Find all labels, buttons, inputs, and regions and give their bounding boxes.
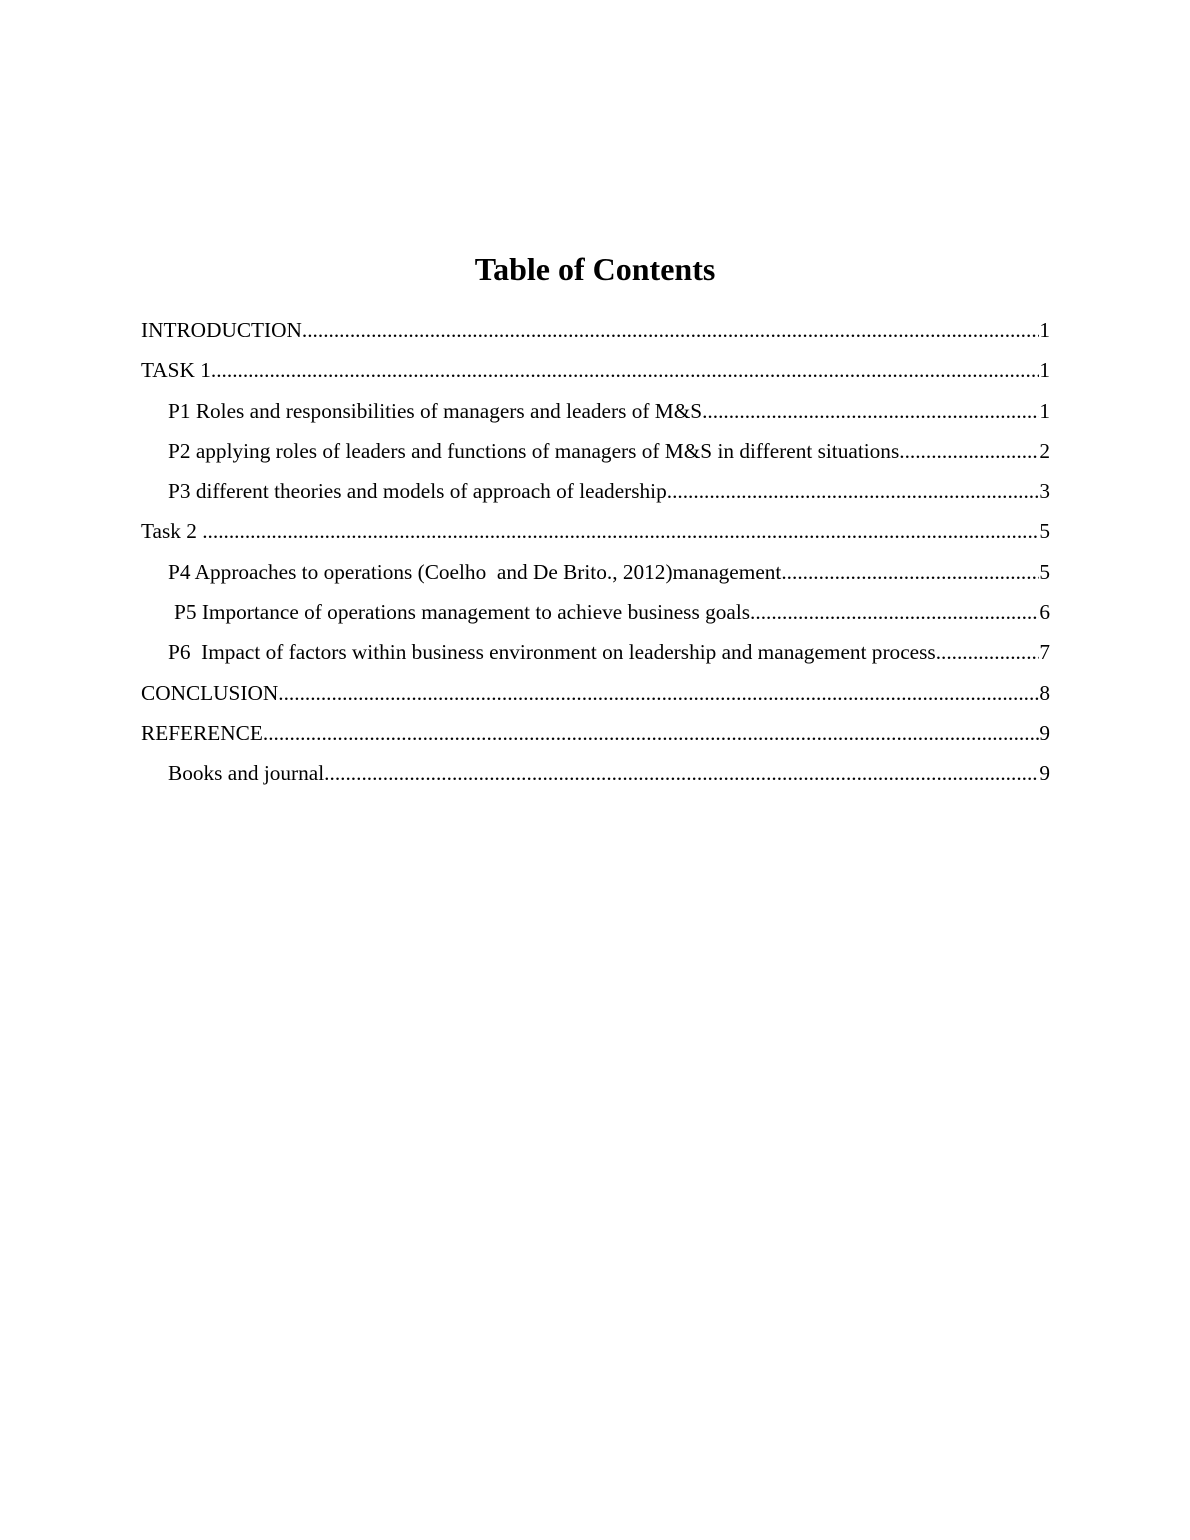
toc-entry-text: INTRODUCTION	[141, 318, 302, 342]
toc-list	[141, 310, 1050, 794]
toc-page-number: 1	[1039, 358, 1050, 383]
toc-entry-text: Task 2	[141, 519, 203, 544]
toc-dot-leader	[750, 592, 1039, 632]
toc-entry-reference[interactable]	[141, 713, 1050, 753]
toc-entry-text: REFERENCE	[141, 720, 263, 745]
toc-entry-p3[interactable]	[141, 471, 1050, 511]
toc-dot-leader	[667, 471, 1040, 511]
toc-dot-leader	[211, 350, 1039, 390]
toc-page-number: 3	[1039, 479, 1050, 504]
toc-dot-leader	[278, 673, 1039, 713]
toc-dot-leader	[202, 511, 1039, 551]
toc-entry-text: P3 different theories and models of approach of leadership	[168, 479, 667, 504]
toc-entry-text: P1 Roles and responsibilities of managers and leaders of M&S	[168, 398, 703, 423]
toc-dot-leader	[324, 753, 1039, 793]
toc-entry-text: P2 applying roles of leaders and functions of managers of M&S in different situations	[168, 438, 900, 463]
toc-dot-leader	[263, 713, 1039, 753]
toc-page-number: 5	[1039, 519, 1050, 544]
toc-entry-p2[interactable]	[141, 431, 1050, 471]
toc-entry-text: P5 Importance of operations management to achieve business goals	[174, 600, 751, 625]
toc-page-number: 6	[1039, 600, 1050, 625]
toc-entry-p1[interactable]	[141, 391, 1050, 431]
toc-entry-books-and-journal[interactable]	[141, 753, 1050, 793]
toc-page-number: 1	[1039, 318, 1050, 342]
toc-page-number: 7	[1039, 640, 1050, 665]
toc-entry-text: Books and journal	[168, 761, 325, 786]
toc-dot-leader	[899, 431, 1039, 471]
toc-dot-leader	[936, 632, 1040, 672]
toc-entry-introduction[interactable]	[141, 310, 1050, 350]
toc-entry-text: P4 Approaches to operations (Coelho and De Brito., 2012)management	[168, 559, 782, 584]
toc-entry-text: CONCLUSION	[141, 680, 279, 705]
toc-page-number: 8	[1039, 680, 1050, 705]
toc-entry-p5[interactable]	[141, 592, 1050, 632]
toc-entry-text: TASK 1	[141, 358, 211, 383]
toc-page-number: 2	[1039, 438, 1050, 463]
toc-entry-task-1[interactable]	[141, 350, 1050, 390]
toc-page-number: 9	[1039, 720, 1050, 745]
toc-entry-p6[interactable]	[141, 632, 1050, 672]
toc-dot-leader	[781, 552, 1039, 592]
toc-title: Table of Contents	[474, 251, 716, 287]
toc-entry-p4[interactable]	[141, 552, 1050, 592]
toc-entry-task-2[interactable]	[141, 511, 1050, 551]
toc-dot-leader	[702, 391, 1039, 431]
toc-page-number: 9	[1039, 761, 1050, 786]
toc-page-number: 5	[1039, 559, 1050, 584]
toc-dot-leader	[302, 310, 1039, 350]
toc-entry-text: P6 Impact of factors within business environment on leadership and management process	[168, 640, 936, 665]
toc-page-number: 1	[1039, 398, 1050, 423]
toc-entry-conclusion[interactable]	[141, 673, 1050, 713]
